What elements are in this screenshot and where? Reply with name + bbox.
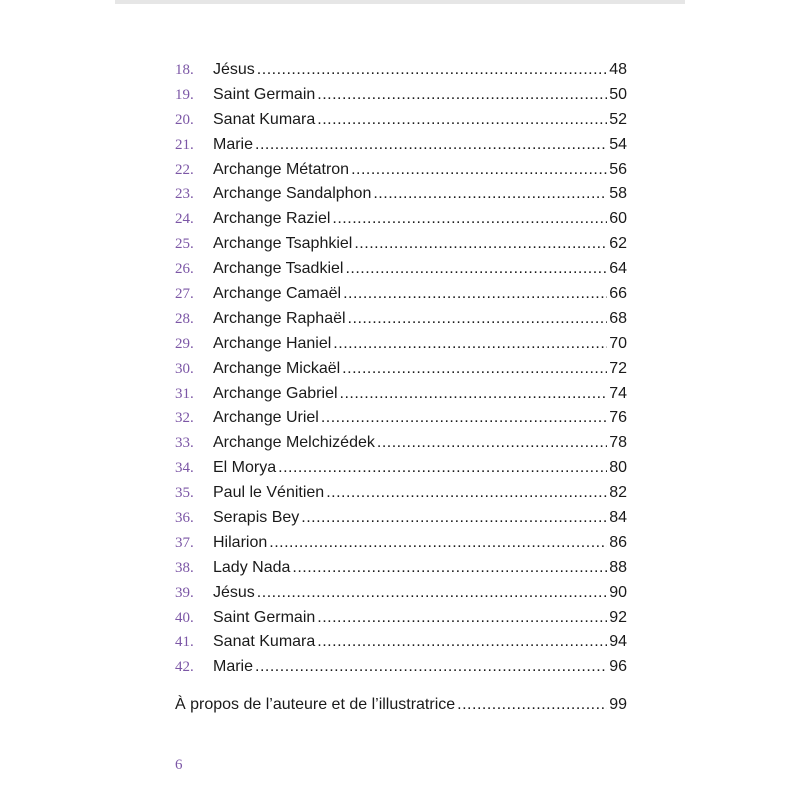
toc-entry[interactable] xyxy=(175,484,627,509)
toc-entry[interactable] xyxy=(175,534,627,559)
toc-entry[interactable] xyxy=(175,86,627,111)
toc-entry-page: 94 xyxy=(609,633,627,651)
toc-entry[interactable] xyxy=(175,633,627,658)
toc-entry-page: 72 xyxy=(609,359,627,377)
top-divider xyxy=(115,0,685,4)
toc-entry-number: 22. xyxy=(175,161,194,178)
toc-entry[interactable] xyxy=(175,509,627,534)
toc-dot-leader xyxy=(345,260,607,278)
toc-entry-number: 41. xyxy=(175,634,194,651)
toc-entry-title: Archange Haniel xyxy=(213,334,332,352)
toc-entry-title: Archange Tsaphkiel xyxy=(213,235,353,253)
toc-dot-leader xyxy=(301,509,607,527)
toc-entry-title: Archange Raphaël xyxy=(213,309,346,327)
toc-dot-leader xyxy=(354,235,607,253)
toc-entry-title: Serapis Bey xyxy=(213,509,300,527)
toc-entry-title: Archange Uriel xyxy=(213,409,319,427)
toc-entry-page: 82 xyxy=(609,484,627,502)
toc-dot-leader xyxy=(255,658,607,676)
toc-entry-number: 40. xyxy=(175,609,194,626)
toc-entry-page: 78 xyxy=(609,434,627,452)
toc-entry-title: Archange Camaël xyxy=(213,285,342,303)
toc-entry[interactable] xyxy=(175,434,627,459)
toc-entry-number: 26. xyxy=(175,261,194,278)
toc-entry[interactable] xyxy=(175,111,627,136)
toc-dot-leader xyxy=(257,584,607,602)
toc-dot-leader xyxy=(351,161,607,179)
toc-dot-leader xyxy=(317,86,607,104)
toc-entry-number: 30. xyxy=(175,360,194,377)
toc-entry-page: 64 xyxy=(609,260,627,278)
toc-entry-page: 54 xyxy=(609,135,627,153)
toc-entry-number: 23. xyxy=(175,186,194,203)
toc-entry-number: 24. xyxy=(175,211,194,228)
toc-entry[interactable] xyxy=(175,584,627,609)
toc-dot-leader xyxy=(255,136,607,154)
toc-entry-page: 60 xyxy=(609,210,627,228)
toc-entry[interactable] xyxy=(175,285,627,310)
toc-entry-title: El Morya xyxy=(213,459,277,477)
toc-entry-about[interactable] xyxy=(175,696,627,714)
toc-entry[interactable] xyxy=(175,161,627,186)
toc-entry[interactable] xyxy=(175,360,627,385)
toc-entry-page: 70 xyxy=(609,334,627,352)
toc-entry-page: 92 xyxy=(609,608,627,626)
toc-entry-number: 28. xyxy=(175,310,194,327)
toc-dot-leader xyxy=(317,609,607,627)
toc-dot-leader xyxy=(342,360,607,378)
page-number: 6 xyxy=(175,757,183,773)
toc-dot-leader xyxy=(340,385,608,403)
toc-entry-title: Saint Germain xyxy=(213,85,316,103)
toc-dot-leader xyxy=(332,210,607,228)
toc-entry-title: Jésus xyxy=(213,583,255,601)
toc-dot-leader xyxy=(348,310,608,328)
toc-entry-title: Marie xyxy=(213,658,254,676)
toc-entry-page: 62 xyxy=(609,235,627,253)
toc-entry-title: Lady Nada xyxy=(213,558,291,576)
toc-entry[interactable] xyxy=(175,459,627,484)
toc-entry[interactable] xyxy=(175,409,627,434)
toc-entry-number: 18. xyxy=(175,62,194,78)
toc-dot-leader xyxy=(373,185,607,203)
toc-entry-number: 25. xyxy=(175,236,194,253)
toc-entry-number: 33. xyxy=(175,435,194,452)
toc-entry-number: 35. xyxy=(175,485,194,502)
toc-entry[interactable] xyxy=(175,658,627,683)
toc-entry-page: 84 xyxy=(609,509,627,527)
toc-entry-page: 74 xyxy=(609,384,627,402)
toc-about-page: 99 xyxy=(609,696,627,713)
toc-entry-page: 88 xyxy=(609,558,627,576)
toc-entry[interactable] xyxy=(175,61,627,86)
toc-entry[interactable] xyxy=(175,559,627,584)
toc-entry-title: Archange Mickaël xyxy=(213,359,341,377)
toc-dot-leader xyxy=(457,696,607,714)
toc-entry-number: 36. xyxy=(175,510,194,527)
toc-entry-title: Hilarion xyxy=(213,533,268,551)
toc-dot-leader xyxy=(317,111,607,129)
toc-entry-number: 21. xyxy=(175,136,194,153)
toc-entry-number: 34. xyxy=(175,460,194,477)
toc-entry-title: Marie xyxy=(213,135,254,153)
toc-dot-leader xyxy=(317,633,607,651)
toc-dot-leader xyxy=(333,335,607,353)
toc-entry-title: Jésus xyxy=(213,61,255,78)
toc-entry-number: 42. xyxy=(175,659,194,676)
toc-entry[interactable] xyxy=(175,235,627,260)
toc-entry-number: 32. xyxy=(175,410,194,427)
toc-entry-page: 50 xyxy=(609,85,627,103)
toc-entry[interactable] xyxy=(175,136,627,161)
toc-entry[interactable] xyxy=(175,335,627,360)
toc-dot-leader xyxy=(326,484,607,502)
toc-entry-number: 38. xyxy=(175,559,194,576)
toc-entry-title: Archange Métatron xyxy=(213,160,350,178)
toc-entry[interactable] xyxy=(175,385,627,410)
toc-entry-page: 86 xyxy=(609,533,627,551)
toc-dot-leader xyxy=(269,534,607,552)
toc-dot-leader xyxy=(292,559,607,577)
toc-entry-number: 29. xyxy=(175,335,194,352)
toc-entry-number: 27. xyxy=(175,286,194,303)
toc-entry-title: Archange Raziel xyxy=(213,210,331,228)
toc-entry-title: Paul le Vénitien xyxy=(213,484,325,502)
toc-entry-page: 66 xyxy=(609,285,627,303)
toc-entry-page: 52 xyxy=(609,110,627,128)
toc-entry[interactable] xyxy=(175,185,627,210)
toc-entry-number: 19. xyxy=(175,86,194,103)
toc-entry-page: 80 xyxy=(609,459,627,477)
toc-entry-title: Archange Melchizédek xyxy=(213,434,375,452)
toc-entry-page: 90 xyxy=(609,583,627,601)
toc-entry-number: 37. xyxy=(175,534,194,551)
table-of-contents xyxy=(175,61,627,683)
toc-dot-leader xyxy=(377,434,607,452)
toc-entry-title: Archange Sandalphon xyxy=(213,185,372,203)
toc-entry[interactable] xyxy=(175,260,627,285)
toc-entry-title: Archange Tsadkiel xyxy=(213,260,344,278)
toc-entry[interactable] xyxy=(175,609,627,634)
toc-entry-page: 76 xyxy=(609,409,627,427)
toc-dot-leader xyxy=(343,285,607,303)
toc-entry-page: 96 xyxy=(609,658,627,676)
toc-entry[interactable] xyxy=(175,310,627,335)
toc-entry-title: Sanat Kumara xyxy=(213,110,316,128)
toc-entry-page: 48 xyxy=(609,61,627,78)
toc-entry-title: Saint Germain xyxy=(213,608,316,626)
toc-about-title: À propos de l’auteure et de l’illustratrice xyxy=(175,696,456,713)
toc-dot-leader xyxy=(278,459,607,477)
toc-entry-title: Archange Gabriel xyxy=(213,384,338,402)
toc-dot-leader xyxy=(257,61,607,79)
toc-entry-page: 56 xyxy=(609,160,627,178)
toc-dot-leader xyxy=(321,409,607,427)
toc-entry-page: 68 xyxy=(609,309,627,327)
toc-entry[interactable] xyxy=(175,210,627,235)
toc-entry-page: 58 xyxy=(609,185,627,203)
toc-entry-number: 39. xyxy=(175,584,194,601)
toc-entry-title: Sanat Kumara xyxy=(213,633,316,651)
toc-entry-number: 31. xyxy=(175,385,194,402)
toc-entry-number: 20. xyxy=(175,111,194,128)
